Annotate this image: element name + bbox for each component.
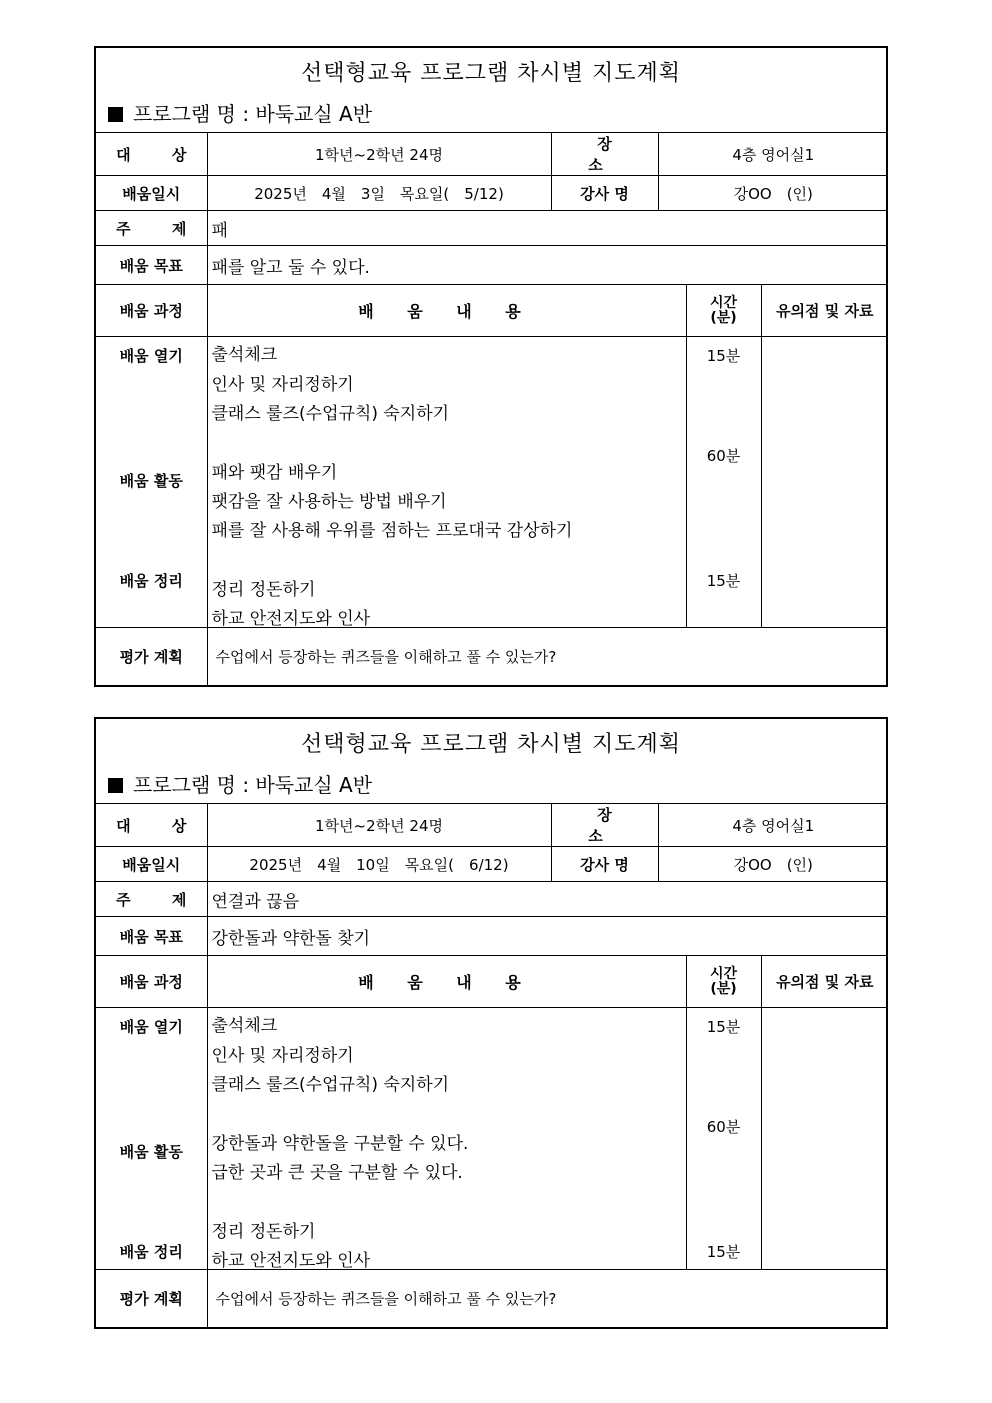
target-label: 대 상 xyxy=(96,804,207,847)
time-value: 15분 xyxy=(706,347,741,365)
place-label: 장 소 xyxy=(551,804,658,847)
place-label: 장 소 xyxy=(551,133,658,176)
goal-value: 패를 알고 둘 수 있다. xyxy=(207,246,888,285)
activities-cell xyxy=(207,1008,686,1270)
place-value: 4층 영어실1 xyxy=(658,133,888,176)
lesson-plan-2 xyxy=(94,717,888,1329)
time-value: 60분 xyxy=(706,447,741,465)
content-header: 배 움 내 용 xyxy=(207,285,686,337)
topic-label: 주 제 xyxy=(96,211,207,246)
stage-activity: 배움 활동 xyxy=(119,472,183,490)
notes-header: 유의점 및 자료 xyxy=(761,956,888,1008)
topic-label: 주 제 xyxy=(96,882,207,917)
goal-label: 배움 목표 xyxy=(96,917,207,956)
activity-line: 정리 정돈하기 xyxy=(211,1222,316,1242)
topic-value: 연결과 끊음 xyxy=(207,882,888,917)
lesson-plan-1 xyxy=(94,46,888,687)
target-value: 1학년~2학년 24명 xyxy=(207,804,551,847)
place-value: 4층 영어실1 xyxy=(658,804,888,847)
stage-opening: 배움 열기 xyxy=(119,347,183,365)
activity-line: 정리 정돈하기 xyxy=(211,580,316,600)
stages-cell xyxy=(96,1008,207,1270)
program-name-text: 프로그램 명 : 바둑교실 A반 xyxy=(133,102,373,126)
activities-cell xyxy=(207,337,686,628)
activity-line: 하교 안전지도와 인사 xyxy=(211,609,371,629)
program-name xyxy=(108,98,372,127)
process-header: 배움 과정 xyxy=(96,956,207,1008)
content-header: 배 움 내 용 xyxy=(207,956,686,1008)
stage-closing: 배움 정리 xyxy=(119,1243,183,1261)
time-header: 시간 (분) xyxy=(686,956,761,1008)
time-value: 15분 xyxy=(706,1018,741,1036)
stage-activity: 배움 활동 xyxy=(119,1143,183,1161)
notes-header: 유의점 및 자료 xyxy=(761,285,888,337)
activity-line: 강한돌과 약한돌을 구분할 수 있다. xyxy=(211,1134,469,1154)
times-cell xyxy=(686,337,761,628)
square-bullet-icon xyxy=(108,778,123,793)
date-label: 배움일시 xyxy=(96,847,207,882)
topic-value: 패 xyxy=(207,211,888,246)
activity-line: 출석체크 xyxy=(211,345,278,365)
evaluation-label: 평가 계획 xyxy=(96,628,207,685)
activity-line: 팻감을 잘 사용하는 방법 배우기 xyxy=(211,492,447,512)
evaluation-value: 수업에서 등장하는 퀴즈들을 이해하고 풀 수 있는가? xyxy=(207,1270,888,1327)
activity-line: 클래스 룰즈(수업규칙) 숙지하기 xyxy=(211,404,450,424)
plan-header xyxy=(96,48,886,133)
program-name xyxy=(108,769,372,798)
activity-line: 인사 및 자리정하기 xyxy=(211,1046,354,1066)
date-value: 2025년 4월 10일 목요일( 6/12) xyxy=(207,847,551,882)
activity-line: 하교 안전지도와 인사 xyxy=(211,1251,371,1271)
square-bullet-icon xyxy=(108,107,123,122)
evaluation-label: 평가 계획 xyxy=(96,1270,207,1327)
goal-label: 배움 목표 xyxy=(96,246,207,285)
notes-cell xyxy=(761,337,888,628)
activity-line: 패를 잘 사용해 우위를 점하는 프로대국 감상하기 xyxy=(211,521,573,541)
time-value: 15분 xyxy=(706,572,741,590)
activity-line: 클래스 룰즈(수업규칙) 숙지하기 xyxy=(211,1075,450,1095)
activity-line: 인사 및 자리정하기 xyxy=(211,375,354,395)
activity-line: 출석체크 xyxy=(211,1016,278,1036)
date-value: 2025년 4월 3일 목요일( 5/12) xyxy=(207,176,551,211)
stage-opening: 배움 열기 xyxy=(119,1018,183,1036)
activity-line: 패와 팻감 배우기 xyxy=(211,463,338,483)
time-value: 15분 xyxy=(706,1243,741,1261)
plan-header xyxy=(96,719,886,804)
stage-closing: 배움 정리 xyxy=(119,572,183,590)
target-label: 대 상 xyxy=(96,133,207,176)
time-header: 시간 (분) xyxy=(686,285,761,337)
activity-line: 급한 곳과 큰 곳을 구분할 수 있다. xyxy=(211,1163,463,1183)
notes-cell xyxy=(761,1008,888,1270)
target-value: 1학년~2학년 24명 xyxy=(207,133,551,176)
plan-table xyxy=(96,133,888,685)
teacher-value: 강OO (인) xyxy=(658,847,888,882)
stages-cell xyxy=(96,337,207,628)
page-title: 선택형교육 프로그램 차시별 지도계획 xyxy=(300,61,681,86)
evaluation-value: 수업에서 등장하는 퀴즈들을 이해하고 풀 수 있는가? xyxy=(207,628,888,685)
goal-value: 강한돌과 약한돌 찾기 xyxy=(207,917,888,956)
time-value: 60분 xyxy=(706,1118,741,1136)
teacher-value: 강OO (인) xyxy=(658,176,888,211)
page-title: 선택형교육 프로그램 차시별 지도계획 xyxy=(300,732,681,757)
program-name-text: 프로그램 명 : 바둑교실 A반 xyxy=(133,773,373,797)
teacher-label: 강사 명 xyxy=(551,847,658,882)
process-header: 배움 과정 xyxy=(96,285,207,337)
date-label: 배움일시 xyxy=(96,176,207,211)
teacher-label: 강사 명 xyxy=(551,176,658,211)
times-cell xyxy=(686,1008,761,1270)
plan-table xyxy=(96,804,888,1327)
